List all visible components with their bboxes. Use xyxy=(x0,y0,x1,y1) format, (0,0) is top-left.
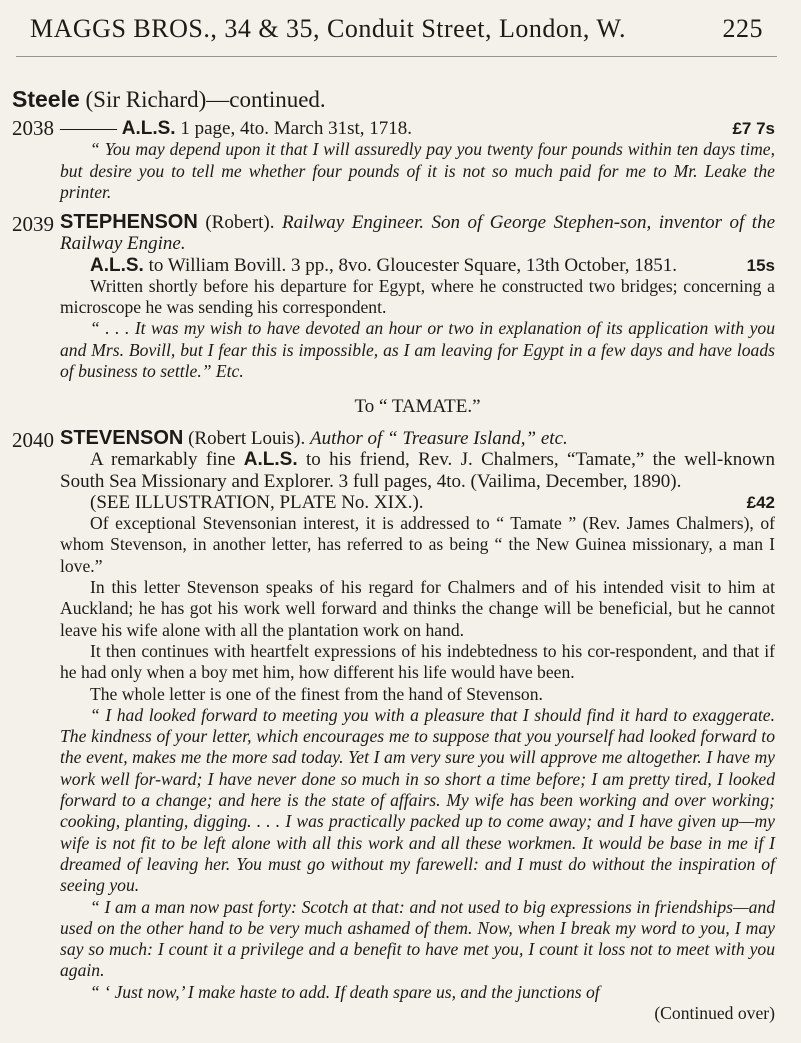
entry-dash: ——— xyxy=(60,118,117,139)
als-label: A.L.S. xyxy=(90,254,144,276)
entry-quote: “ You may depend upon it that I will assuredly pay you twenty four pounds within ten days time, but desire you to tell me whether four pounds of it is not so much paid for me to Mr. Leake the printer. xyxy=(60,139,775,202)
entry-description: Railway Engineer. Son of George Stephen-son, inventor of the Railway Engine. xyxy=(60,212,776,255)
entry-number: 2038 xyxy=(12,116,54,140)
entry-2038 xyxy=(60,118,775,203)
entry-paragraph: The whole letter is one of the finest from the hand of Stevenson. xyxy=(90,683,543,704)
entry-heading: To “ TAMATE.” xyxy=(354,396,481,417)
header-rule xyxy=(16,56,777,57)
entry-description: Author of “ Treasure Island,” etc. xyxy=(310,428,568,449)
entry-detail-b: to his friend, Rev. J. Chalmers, “Tamate,” the well-known South Sea Missionary and Explorer. 3 full pages, 4to. (Vailima, December, 1890). xyxy=(60,449,775,492)
entry-plate-line xyxy=(60,492,775,513)
entry-paragraph: In this letter Stevenson speaks of his regard for Chalmers and of his intended visit to him at Auckland; he has got his work well forward and thinks the change will be beneficial, but he cannot leave his wife alone with all the plantation work on hand. xyxy=(60,577,775,640)
publisher-line: MAGGS BROS., 34 & 35, Conduit Street, London, W. xyxy=(30,14,627,43)
entry-detail-line xyxy=(60,255,775,276)
section-heading xyxy=(12,86,326,113)
entry-2040-heading-block xyxy=(60,396,775,417)
entry-paragraph: It then continues with heartfelt expressions of his indebtedness to his cor-respondent, and that if he had only when a boy met him, how different his life would have been. xyxy=(60,640,775,683)
entry-details: 1 page, 4to. March 31st, 1718. xyxy=(180,118,412,139)
entry-detail-a: A remarkably fine xyxy=(90,449,236,471)
entry-paragraph: Of exceptional Stevensonian interest, it is addressed to “ Tamate ” (Rev. James Chalmers), of whom Stevenson, in another letter, has referred to as being “ the New Guinea missionary, a man I love.” xyxy=(60,513,775,576)
entry-name-rest: (Robert). xyxy=(205,212,275,233)
entry-2039 xyxy=(60,212,775,382)
entry-quote: “ . . . It was my wish to have devoted an hour or two in explanation of its application with you and Mrs. Bovill, but I fear this is impossible, as I am leaving for Egypt in a few days and have loads of business to settle.” Etc. xyxy=(60,318,775,382)
entry-quote: “ I am a man now past forty: Scotch at that: and not used to big expressions in friendships—and used on the other hand to be very much ashamed of them. Now, when I break my word to you, I may say so much: I count it a privilege and a benefit to have met you, I count it loss not to meet with you again. xyxy=(60,896,775,981)
entry-title-line xyxy=(60,118,775,139)
als-label: A.L.S. xyxy=(121,118,176,139)
entry-price: £42 xyxy=(746,492,775,512)
section-rest: (Sir Richard)—continued. xyxy=(85,87,326,112)
entry-price: 15s xyxy=(746,255,775,275)
entry-number: 2039 xyxy=(12,212,54,236)
entry-paragraph: Written shortly before his departure for Egypt, where he constructed two bridges; concerning a microscope he was sending his correspondent. xyxy=(60,275,775,318)
entry-2040 xyxy=(60,428,775,1024)
entry-quote: “ ‘ Just now,’ I make haste to add. If death spare us, and the junctions of xyxy=(90,981,600,1002)
entry-name: STEVENSON xyxy=(60,427,184,449)
running-header xyxy=(30,14,763,44)
entry-name: STEPHENSON xyxy=(60,211,198,233)
page-number: 225 xyxy=(722,14,763,43)
als-label: A.L.S. xyxy=(243,449,298,471)
entry-price: £7 7s xyxy=(732,119,775,138)
continued-note: (Continued over) xyxy=(654,1003,775,1024)
plate-reference: (SEE ILLUSTRATION, PLATE No. XIX.). xyxy=(90,491,424,513)
entry-title-line xyxy=(60,428,775,449)
entry-title-line xyxy=(60,212,775,255)
entry-quote: “ I had looked forward to meeting you with a pleasure that I should find it hard to exaggerate. The kindness of your letter, which encourages me to suppose that you yourself had looked forward to the event, makes me the more sad today. Yet I am very sure you will approve me altogether. I have my work well for-ward; I have never done so much in so short a time before; I am pretty tired, I looked forward to a change; and here is the state of affairs. My wife has been working and over working; cooking, planting, digging. . . . I was practically packed up to come away; and I have given up—my wife is not fit to be left alone with all this work and all these workmen. It would be base in me if I dreamed of leaving her. You must go without my farewell: and I must do without the inspiration of seeing you. xyxy=(60,704,775,896)
entry-number: 2040 xyxy=(12,428,54,452)
entry-details: to William Bovill. 3 pp., 8vo. Gloucester Square, 13th October, 1851. xyxy=(148,254,678,276)
entry-name-rest: (Robert Louis). xyxy=(188,428,306,449)
entry-detail-line xyxy=(60,449,775,492)
section-name: Steele xyxy=(12,86,80,112)
